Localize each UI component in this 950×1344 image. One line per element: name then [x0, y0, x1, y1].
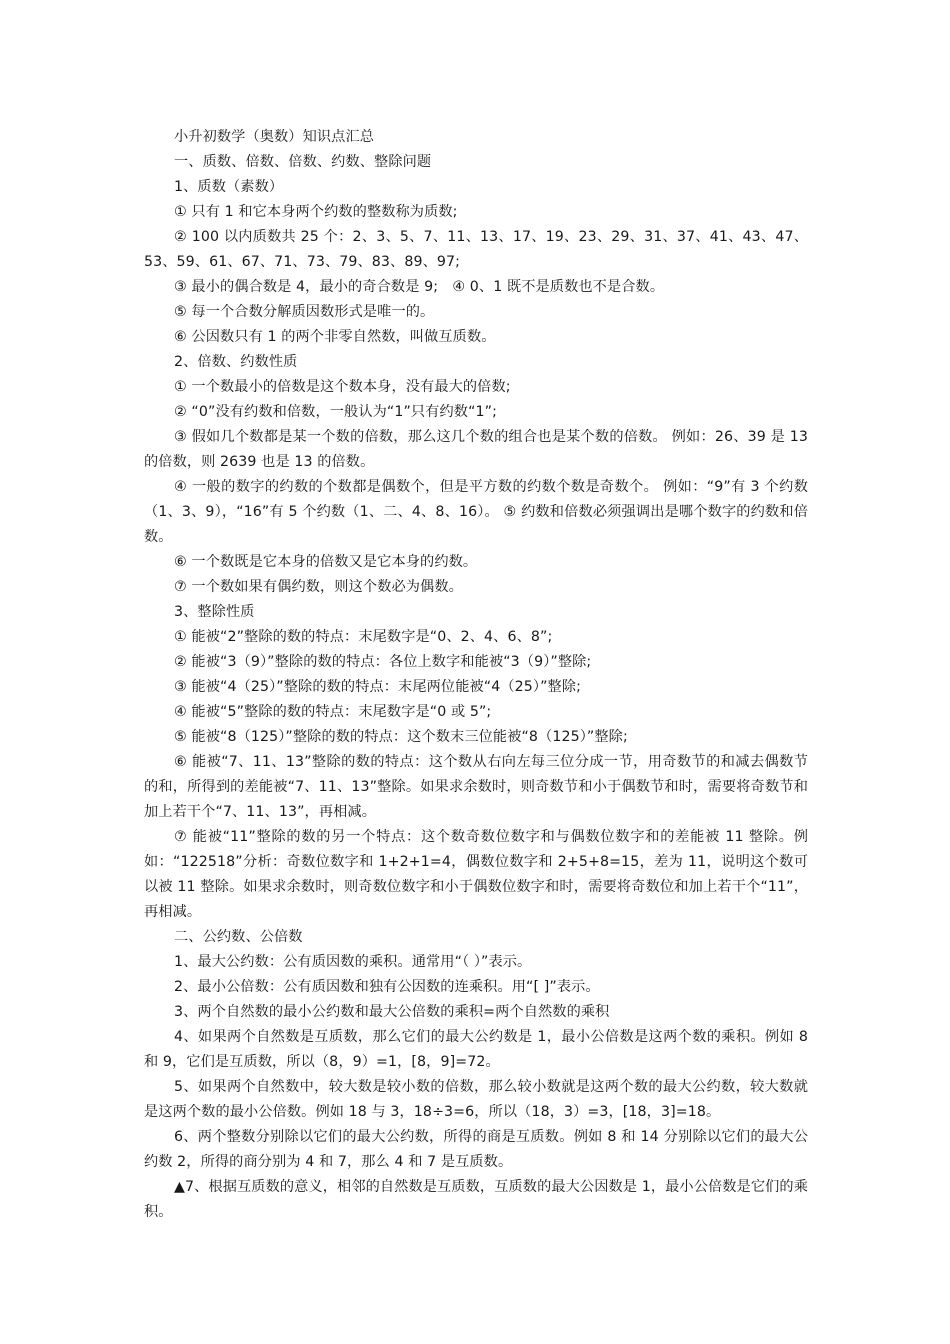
paragraph: ③ 假如几个数都是某一个数的倍数，那么这几个数的组合也是某个数的倍数。 例如：26、39 是 13 的倍数，则 2639 也是 13 的倍数。 — [144, 429, 808, 470]
paragraph: ⑦ 一个数如果有偶约数，则这个数必为偶数。 — [174, 579, 463, 595]
section-heading-primes: 一、质数、倍数、倍数、约数、整除问题 — [174, 154, 432, 170]
paragraph: ⑤ 每一个合数分解质因数形式是唯一的。 — [174, 304, 435, 320]
paragraph: ① 只有 1 和它本身两个约数的整数称为质数; — [174, 204, 458, 220]
paragraph: ③ 能被“4（25）”整除的数的特点：末尾两位能被“4（25）”整除; — [174, 679, 581, 695]
paragraph: ⑥ 能被“7、11、13”整除的数的特点：这个数从右向左每三位分成一节，用奇数节的和减去偶数节的和，所得到的差能被“7、11、13”整除。如果求余数时，则奇数节和小于偶数节和时，需要将奇数节和加上若干个“7、11、13”，再相减。 — [144, 754, 808, 820]
paragraph: ② 100 以内质数共 25 个：2、3、5、7、11、13、17、19、23、29、31、37、41、43、47、53、59、61、67、71、73、79、83、89、97; — [144, 229, 808, 270]
section-heading-gcd-lcm: 二、公约数、公倍数 — [174, 929, 303, 945]
paragraph: ① 能被“2”整除的数的特点：末尾数字是“0、2、4、6、8”; — [174, 629, 553, 645]
document-page — [144, 125, 808, 1225]
paragraph: ④ 能被“5”整除的数的特点：末尾数字是“0 或 5”; — [174, 704, 492, 720]
paragraph: ④ 一般的数字的约数的个数都是偶数个，但是平方数的约数个数是奇数个。 例如：“9”有 3 个约数（1、3、9），“16”有 5 个约数（1、二、4、8、16）。 ⑤ 约数和倍数必须强调出是哪个数字的约数和倍数。 — [144, 479, 808, 545]
paragraph: ② “0”没有约数和倍数，一般认为“1”只有约数“1”; — [174, 404, 497, 420]
paragraph: ⑥ 公因数只有 1 的两个非零自然数，叫做互质数。 — [174, 329, 496, 345]
paragraph: ② 能被“3（9）”整除的数的特点：各位上数字和能被“3（9）”整除; — [174, 654, 592, 670]
paragraph: ① 一个数最小的倍数是这个数本身，没有最大的倍数; — [174, 379, 511, 395]
paragraph: ▲7、根据互质数的意义，相邻的自然数是互质数，互质数的最大公因数是 1，最小公倍数是它们的乘积。 — [144, 1179, 808, 1220]
paragraph: 4、如果两个自然数是互质数，那么它们的最大公约数是 1，最小公倍数是这两个数的乘积。例如 8 和 9，它们是互质数，所以（8，9）=1，[8，9]=72。 — [144, 1029, 808, 1070]
document-title: 小升初数学（奥数）知识点汇总 — [174, 129, 375, 145]
subheading-divisibility: 3、整除性质 — [174, 604, 255, 620]
paragraph: ⑥ 一个数既是它本身的倍数又是它本身的约数。 — [174, 554, 478, 570]
subheading-multiples-divisors: 2、倍数、约数性质 — [174, 354, 298, 370]
paragraph: 1、最大公约数：公有质因数的乘积。通常用“（ ）”表示。 — [174, 954, 532, 970]
paragraph: 3、两个自然数的最小公约数和最大公倍数的乘积=两个自然数的乘积 — [174, 1004, 610, 1020]
paragraph: 5、如果两个自然数中，较大数是较小数的倍数，那么较小数就是这两个数的最大公约数，较大数就是这两个数的最小公倍数。例如 18 与 3，18÷3=6，所以（18，3）=3，[18，3]=18。 — [144, 1079, 808, 1120]
paragraph: ⑦ 能被“11”整除的数的另一个特点：这个数奇数位数字和与偶数位数字和的差能被 11 整除。例如：“122518”分析：奇数位数字和 1+2+1=4，偶数位数字和 2+5+8=15，差为 11，说明这个数可以被 11 整除。如果求余数时，则奇数位数字和小于偶数位数字和时，需要将奇数位和加上若干个“11”，再相减。 — [144, 829, 808, 920]
paragraph: 6、两个整数分别除以它们的最大公约数，所得的商是互质数。例如 8 和 14 分别除以它们的最大公约数 2，所得的商分别为 4 和 7，那么 4 和 7 是互质数。 — [144, 1129, 808, 1170]
subheading-prime-numbers: 1、质数（素数） — [174, 179, 284, 195]
paragraph: ⑤ 能被“8（125）”整除的数的特点：这个数末三位能被“8（125）”整除; — [174, 729, 628, 745]
paragraph: 2、最小公倍数：公有质因数和独有公因数的连乘积。用“[ ]”表示。 — [174, 979, 600, 995]
paragraph: ③ 最小的偶合数是 4，最小的奇合数是 9; ④ 0、1 既不是质数也不是合数。 — [174, 279, 665, 295]
